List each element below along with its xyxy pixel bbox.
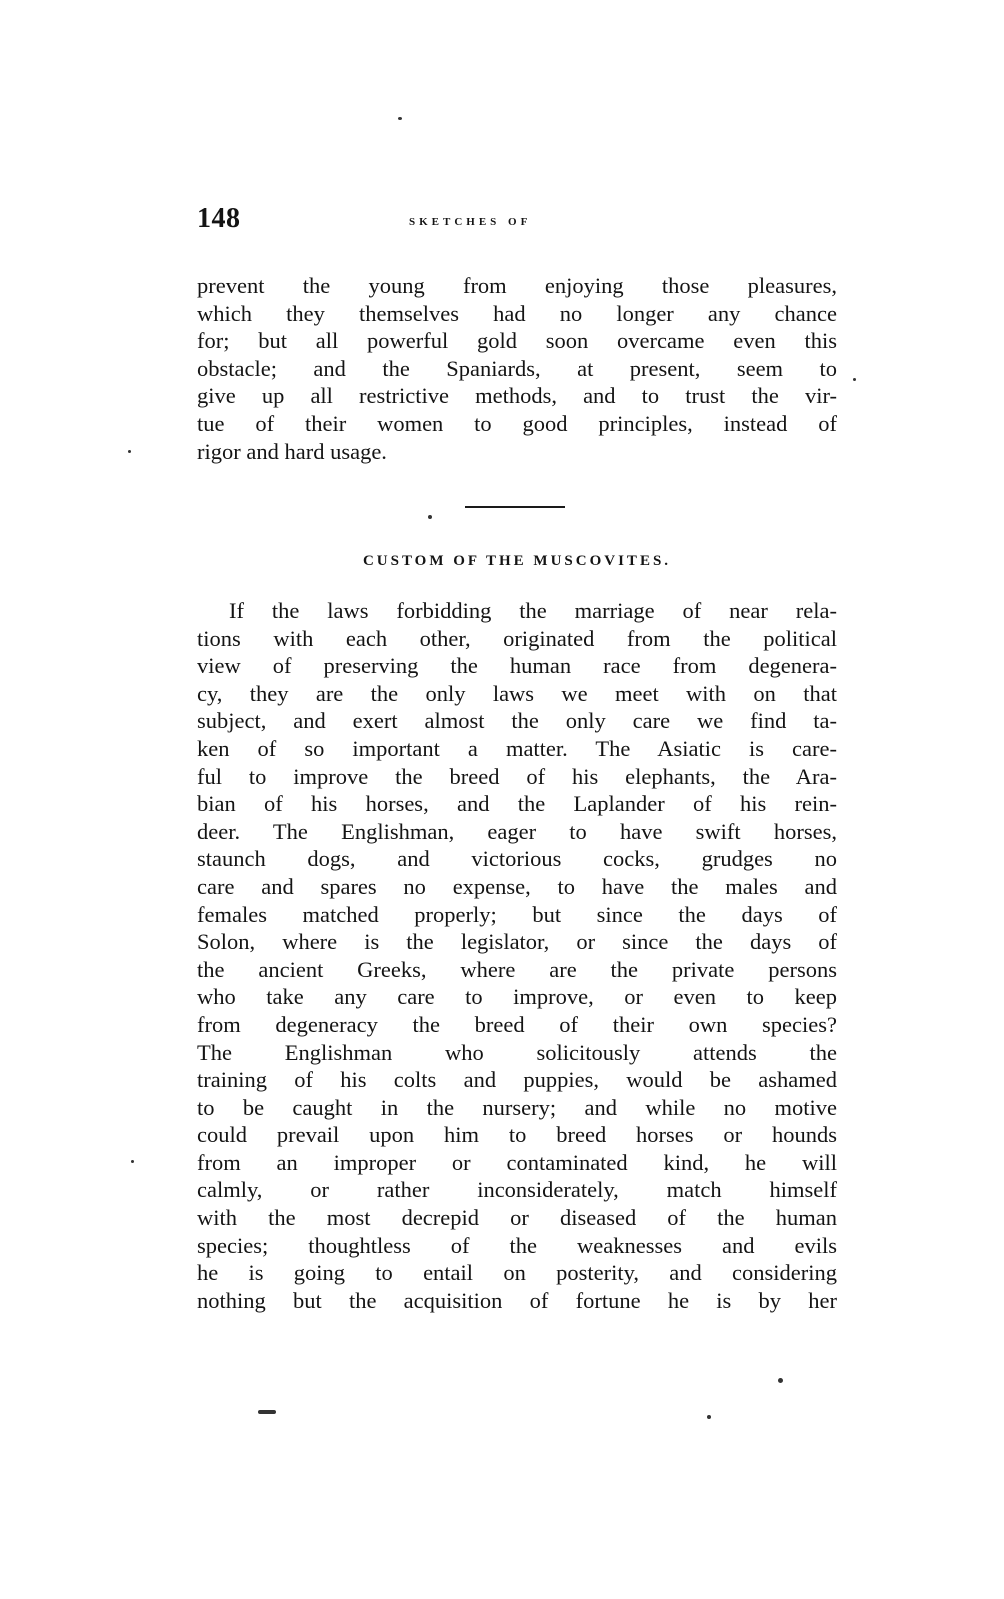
text-line: cy, they are the only laws we meet with on that [197, 680, 837, 706]
text-line: from degeneracy the breed of their own species? [197, 1011, 837, 1037]
scan-speck [428, 515, 432, 519]
text-line: could prevail upon him to breed horses or hounds [197, 1122, 837, 1148]
text-line: rigor and hard usage. [197, 438, 387, 464]
text-line: from an improper or contaminated kind, he will [197, 1149, 837, 1175]
scan-speck [128, 450, 131, 453]
scan-speck [258, 1410, 276, 1414]
text-line: staunch dogs, and victorious cocks, grudges no [197, 846, 837, 872]
paragraph-main [197, 597, 837, 1314]
text-line: he is going to entail on posterity, and considering [197, 1260, 837, 1286]
text-line: deer. The Englishman, eager to have swift horses, [197, 818, 837, 844]
text-line: view of preserving the human race from degenera- [197, 653, 837, 679]
text-line: calmly, or rather inconsiderately, match himself [197, 1177, 837, 1203]
text-line: training of his colts and puppies, would be ashamed [197, 1067, 837, 1093]
text-line: subject, and exert almost the only care we find ta- [197, 708, 837, 734]
text-line: nothing but the acquisition of fortune he is by her [197, 1287, 837, 1313]
running-head: sketches of [409, 213, 532, 229]
text-line: care and spares no expense, to have the males and [197, 873, 837, 899]
scan-speck [398, 117, 402, 120]
scan-speck [131, 1160, 134, 1163]
text-line: prevent the young from enjoying those pleasures, [197, 273, 837, 298]
text-line: species; thoughtless of the weaknesses and evils [197, 1232, 837, 1258]
text-line: ken of so important a matter. The Asiatic is care- [197, 735, 837, 761]
paragraph-top [197, 272, 837, 465]
text-line: obstacle; and the Spaniards, at present, seem to [197, 355, 837, 381]
text-line: for; but all powerful gold soon overcame even this [197, 328, 837, 354]
scan-speck [778, 1378, 783, 1383]
scan-speck [853, 378, 856, 381]
text-line: tue of their women to good principles, instead of [197, 410, 837, 436]
text-line: to be caught in the nursery; and while no motive [197, 1094, 837, 1120]
text-line: Solon, where is the legislator, or since the days of [197, 929, 837, 955]
text-line: The Englishman who solicitously attends the [197, 1039, 837, 1065]
text-line: If the laws forbidding the marriage of near rela- [229, 598, 837, 623]
text-line: the ancient Greeks, where are the private persons [197, 956, 837, 982]
text-line: who take any care to improve, or even to keep [197, 984, 837, 1010]
text-line: ful to improve the breed of his elephants, the Ara- [197, 763, 837, 789]
text-line: females matched properly; but since the days of [197, 901, 837, 927]
text-line: which they themselves had no longer any chance [197, 300, 837, 326]
page-header [197, 203, 837, 243]
scan-speck [707, 1415, 711, 1419]
text-line: give up all restrictive methods, and to trust the vir- [197, 383, 837, 409]
section-title: CUSTOM OF THE MUSCOVITES. [362, 553, 672, 569]
text-line: tions with each other, originated from the political [197, 625, 837, 651]
text-line: with the most decrepid or diseased of the human [197, 1205, 837, 1231]
text-line: bian of his horses, and the Laplander of his rein- [197, 791, 837, 817]
page-number: 148 [197, 203, 241, 234]
section-divider [465, 506, 565, 508]
